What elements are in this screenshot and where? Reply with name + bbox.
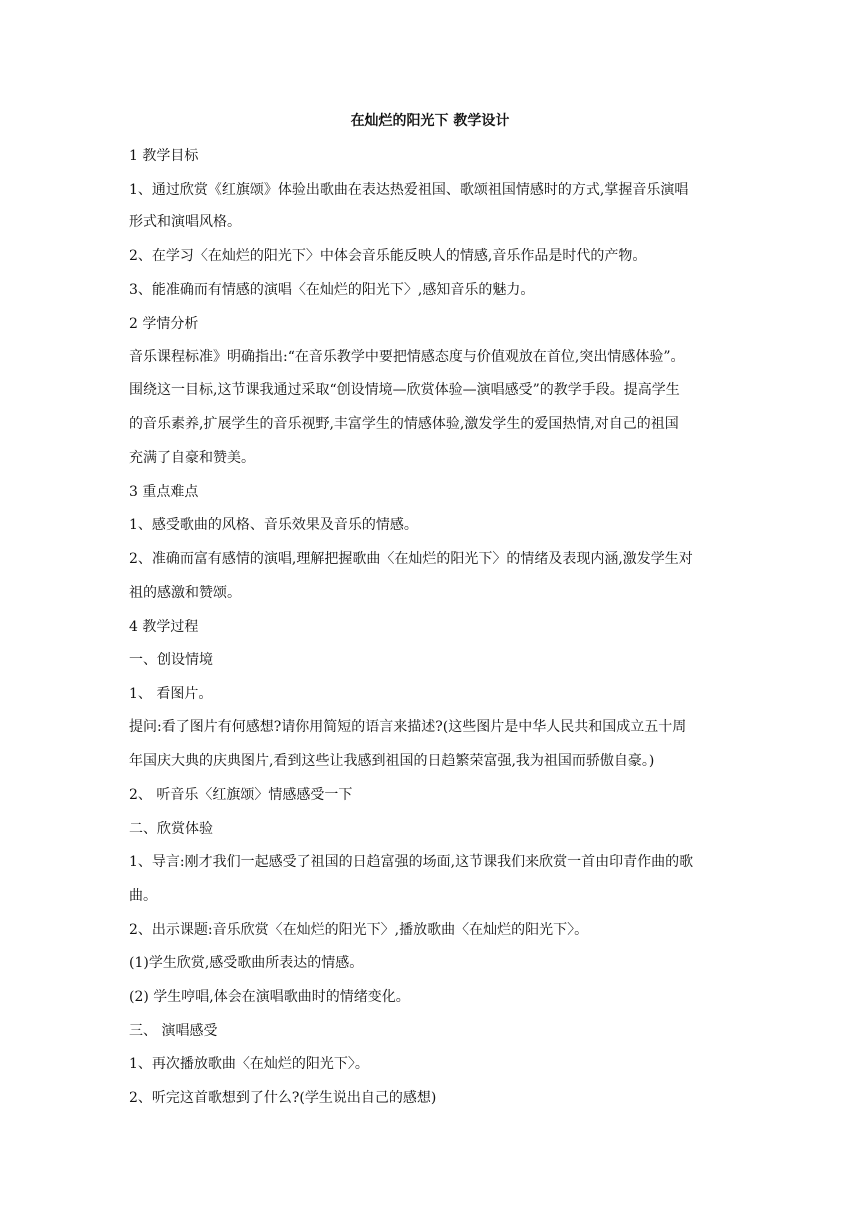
paragraph-line: 1、导言:刚才我们一起感受了祖国的日趋富强的场面,这节课我们来欣赏一首由印青作曲的歌 bbox=[129, 854, 694, 870]
page-title: 在灿烂的阳光下 教学设计 bbox=[350, 113, 510, 129]
paragraph-line: (2) 学生哼唱,体会在演唱歌曲时的情绪变化。 bbox=[129, 989, 410, 1005]
section-heading: 1 教学目标 bbox=[129, 148, 199, 164]
paragraph-line: 年国庆大典的庆典图片,看到这些让我感到祖国的日趋繁荣富强,我为祖国而骄傲自豪。) bbox=[129, 753, 655, 769]
paragraph-line: 的音乐素养,扩展学生的音乐视野,丰富学生的情感体验,激发学生的爱国热情,对自己的祖国 bbox=[129, 416, 679, 432]
section-heading: 4 教学过程 bbox=[129, 619, 199, 635]
paragraph-line: 曲。 bbox=[129, 888, 157, 904]
subsection-heading: 三、 演唱感受 bbox=[129, 1023, 218, 1039]
paragraph-line: 形式和演唱风格。 bbox=[129, 214, 241, 230]
subsection-heading: 二、欣赏体验 bbox=[129, 821, 213, 837]
subsection-heading: 一、创设情境 bbox=[129, 652, 213, 668]
paragraph-line: 2、 听音乐〈红旗颂〉情感感受一下 bbox=[129, 787, 353, 803]
paragraph-line: 1、通过欣赏《红旗颂》体验出歌曲在表达热爱祖国、歌颂祖国情感时的方式,掌握音乐演唱 bbox=[129, 182, 689, 198]
paragraph-line: 2、出示课题:音乐欣赏〈在灿烂的阳光下〉,播放歌曲〈在灿烂的阳光下〉。 bbox=[129, 922, 589, 938]
section-heading: 2 学情分析 bbox=[129, 316, 199, 332]
section-heading: 3 重点难点 bbox=[129, 484, 199, 500]
paragraph-line: 1、 看图片。 bbox=[129, 686, 213, 702]
paragraph-line: 祖的感激和赞颂。 bbox=[129, 585, 241, 601]
paragraph-line: 提问:看了图片有何感想?请你用简短的语言来描述?(这些图片是中华人民共和国成立五十周 bbox=[129, 719, 687, 735]
paragraph-line: 充满了自豪和赞美。 bbox=[129, 450, 255, 466]
paragraph-line: 2、在学习〈在灿烂的阳光下〉中体会音乐能反映人的情感,音乐作品是时代的产物。 bbox=[129, 248, 647, 264]
paragraph-line: 3、能准确而有情感的演唱〈在灿烂的阳光下〉,感知音乐的魅力。 bbox=[129, 282, 535, 298]
paragraph-line: 围绕这一目标,这节课我通过采取“创设情境—欣赏体验—演唱感受”的教学手段。提高学生 bbox=[129, 382, 680, 398]
paragraph-line: 2、听完这首歌想到了什么?(学生说出自己的感想) bbox=[129, 1090, 437, 1106]
paragraph-line: 音乐课程标准》明确指出:“在音乐教学中要把情感态度与价值观放在首位,突出情感体验”。 bbox=[129, 349, 685, 365]
paragraph-line: 1、再次播放歌曲〈在灿烂的阳光下〉。 bbox=[129, 1056, 369, 1072]
paragraph-line: 1、感受歌曲的风格、音乐效果及音乐的情感。 bbox=[129, 517, 418, 533]
paragraph-line: 2、准确而富有感情的演唱,理解把握歌曲〈在灿烂的阳光下〉的情绪及表现内涵,激发学生对 bbox=[129, 551, 693, 567]
paragraph-line: (1)学生欣赏,感受歌曲所表达的情感。 bbox=[129, 955, 364, 971]
